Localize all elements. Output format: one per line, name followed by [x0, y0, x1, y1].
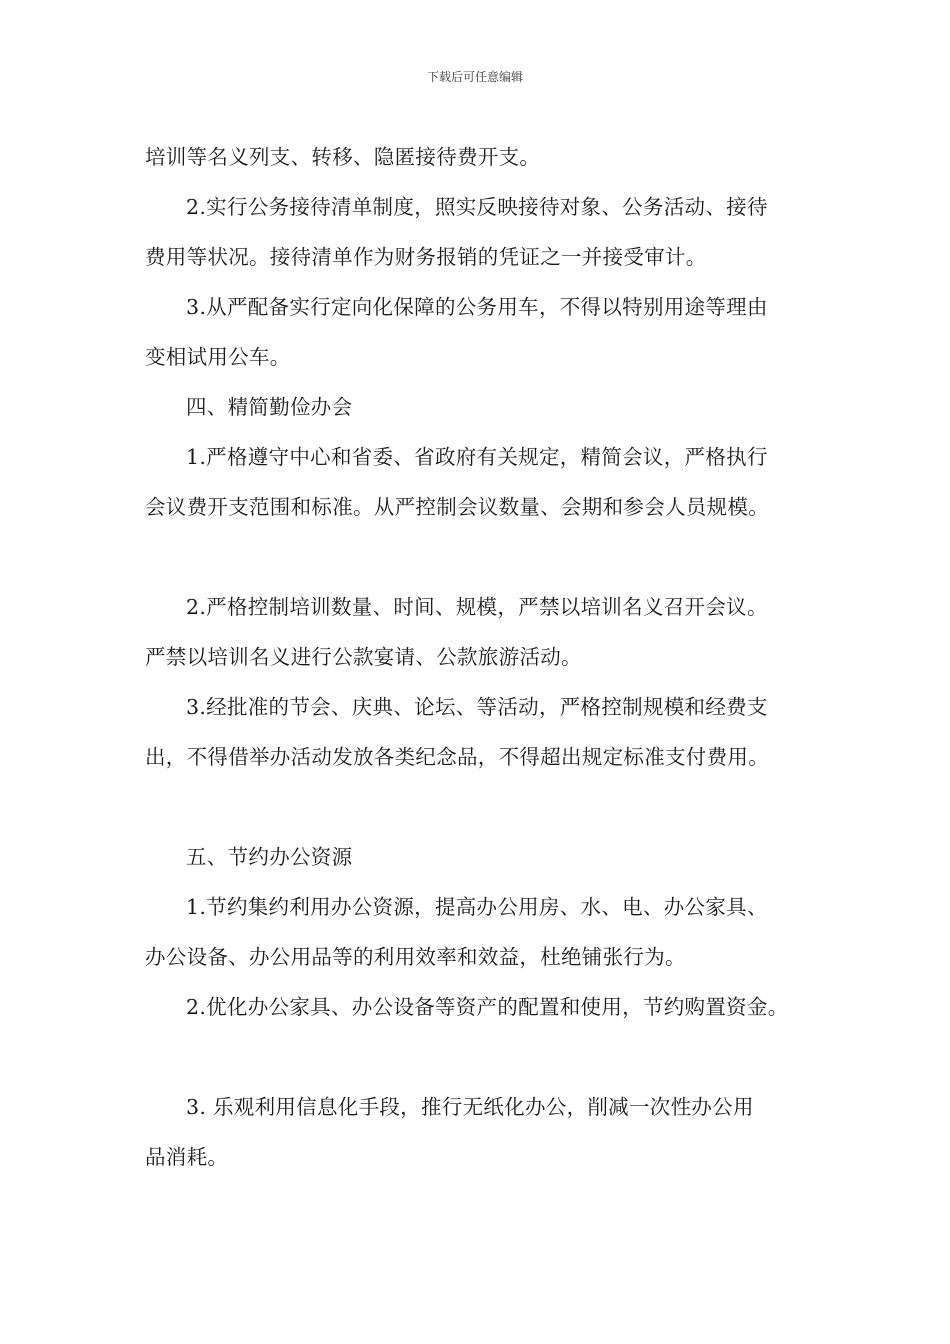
section-heading: 五、节约办公资源: [186, 845, 353, 869]
text-line: 培训等名义列支、转移、隐匿接待费开支。: [145, 145, 541, 169]
text-line: 3.从严配备实行定向化保障的公务用车，不得以特别用途等理由: [186, 295, 768, 319]
text-line: 3. 乐观利用信息化手段，推行无纸化办公，削减一次性办公用: [186, 1095, 754, 1119]
text-line: 变相试用公车。: [145, 345, 291, 369]
text-line: 3.经批准的节会、庆典、论坛、等活动，严格控制规模和经费支: [186, 695, 768, 719]
text-line: 办公设备、办公用品等的利用效率和效益，杜绝铺张行为。: [145, 945, 686, 969]
text-line: 2.严格控制培训数量、时间、规模，严禁以培训名义召开会议。: [186, 595, 768, 619]
paragraph-gap: [145, 782, 825, 832]
page-header: 下载后可任意编辑: [426, 70, 523, 84]
text-line: 2.优化办公家具、办公设备等资产的配置和使用，节约购置资金。: [186, 995, 789, 1019]
paragraph-gap: [145, 1032, 825, 1082]
text-line: 费用等状况。接待清单作为财务报销的凭证之一并接受审计。: [145, 245, 707, 269]
paragraph-gap: [145, 532, 825, 582]
text-line: 品消耗。: [145, 1145, 229, 1169]
text-line: 会议费开支范围和标准。从严控制会议数量、会期和参会人员规模。: [145, 495, 769, 519]
text-line: 1.节约集约利用办公资源，提高办公用房、水、电、办公家具、: [186, 895, 768, 919]
text-line: 出，不得借举办活动发放各类纪念品，不得超出规定标准支付费用。: [145, 745, 769, 769]
section-heading: 四、精简勤俭办会: [186, 395, 353, 419]
text-line: 严禁以培训名义进行公款宴请、公款旅游活动。: [145, 645, 582, 669]
text-line: 2.实行公务接待清单制度，照实反映接待对象、公务活动、接待: [186, 195, 768, 219]
document-body: [145, 132, 825, 1182]
text-line: 1.严格遵守中心和省委、省政府有关规定，精简会议，严格执行: [186, 445, 768, 469]
